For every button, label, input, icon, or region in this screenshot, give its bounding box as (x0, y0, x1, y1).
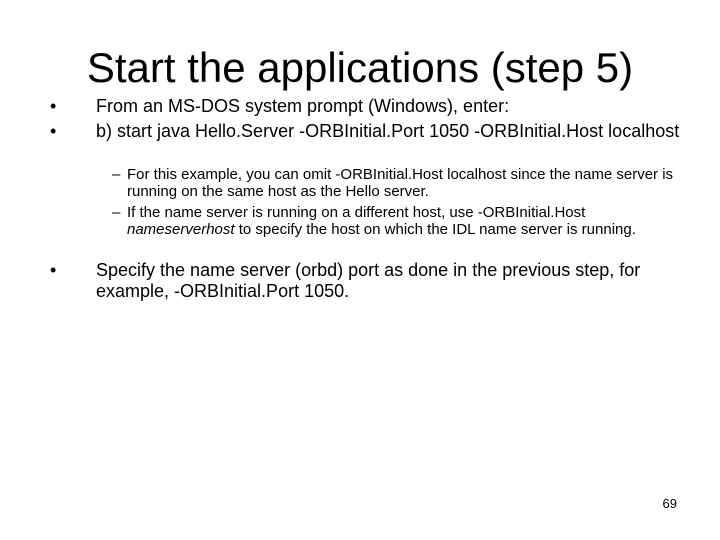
slide-title: Start the applications (step 5) (86, 44, 634, 91)
bullet-marker: • (50, 260, 57, 280)
sub-bullet-item (112, 204, 687, 238)
bullet-item (50, 121, 696, 142)
bullet-text: b) start java Hello.Server -ORBInitial.Port 1050 -ORBInitial.Host localhost (96, 121, 680, 141)
sub-bullet-text-before: If the name server is running on a different host, use -ORBInitial.Host (127, 204, 586, 221)
bullet-item (50, 260, 696, 302)
bullet-marker: • (50, 96, 57, 116)
sub-bullet-text-after: to specify the host on which the IDL name server is running. (234, 221, 636, 238)
sub-bullet-emphasis: nameserverhost (127, 221, 235, 238)
bullet-marker: • (50, 121, 57, 141)
page-number: 69 (662, 496, 677, 511)
bullet-text: Specify the name server (orbd) port as done in the previous step, for example, -ORBInitial.Port 1050. (96, 260, 641, 301)
bullet-item (50, 96, 696, 117)
dash-marker: – (112, 204, 121, 221)
sub-bullet-text: For this example, you can omit -ORBInitial.Host localhost since the name server is running on the same host as the Hello server. (127, 166, 674, 200)
sub-bullet-item (112, 166, 687, 200)
bullet-text: From an MS-DOS system prompt (Windows), enter: (96, 96, 510, 116)
dash-marker: – (112, 166, 121, 183)
